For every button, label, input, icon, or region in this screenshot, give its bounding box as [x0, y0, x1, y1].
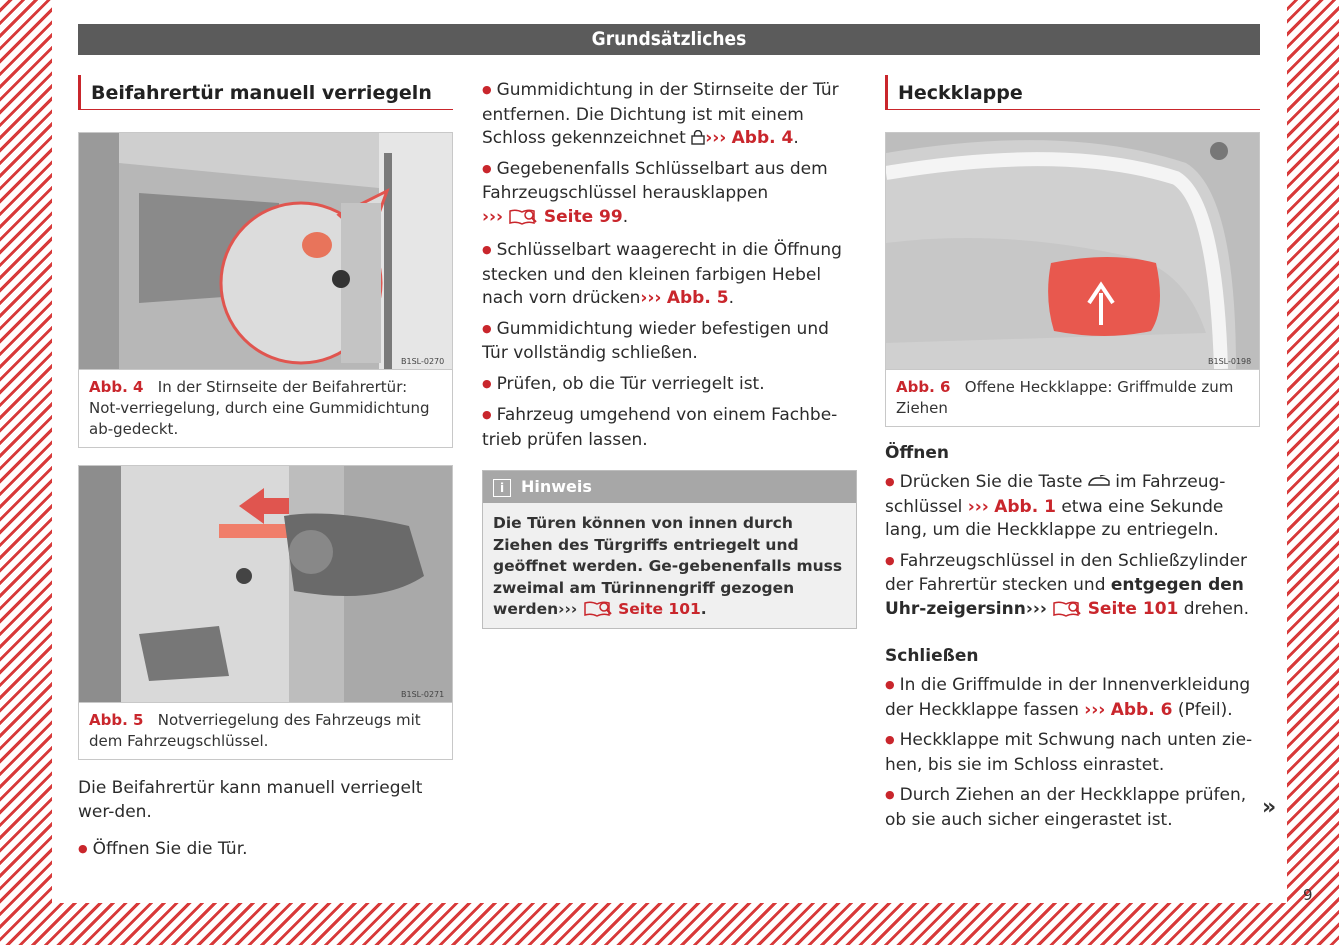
- ref-arrows: ›››: [482, 206, 504, 227]
- figure-4: [78, 132, 453, 448]
- ref-arrows: ›››: [967, 496, 989, 517]
- ref-abb-1-link[interactable]: Abb. 1: [994, 496, 1056, 517]
- bullet-insert-key-text: Schlüsselbart waagerecht in die Öffnung stecken und den kleinen farbigen Hebel nach vorn drücken: [482, 240, 842, 308]
- hinweis-title: Hinweis: [521, 477, 592, 496]
- ref-seite-99-link[interactable]: Seite 99: [543, 206, 623, 227]
- book-search-icon: [508, 207, 538, 233]
- bullet-check-locked: ● Prüfen, ob die Tür verriegelt ist.: [482, 373, 857, 398]
- bullet-grip-text-c: (Pfeil).: [1177, 699, 1233, 720]
- figure-5-image: [79, 466, 452, 702]
- bullet-press-key-text-a: Drücken Sie die Taste: [899, 472, 1083, 492]
- car-trunk-icon: [1088, 472, 1110, 492]
- ref-arrows: ›››: [558, 600, 578, 618]
- hinweis-header: [483, 471, 856, 503]
- ref-seite-101-link[interactable]: Seite 101: [618, 600, 701, 618]
- bullet-turn-key-text-c: drehen.: [1183, 598, 1250, 619]
- figure-6-image: [886, 133, 1259, 369]
- hinweis-body: Die Türen können von innen durch Ziehen des Türgriffs entriegelt und geöffnet werden. Ge-gebenenfalls muss zweimal am Türinnengriff gezogen werden››› Seite 101.: [483, 503, 856, 628]
- continue-mark: »: [1262, 795, 1277, 820]
- ref-arrows: ›››: [705, 128, 727, 148]
- ref-arrows: ›››: [1084, 699, 1106, 720]
- bullet-pull-down: ● Heckklappe mit Schwung nach unten zie-hen, bis sie im Schloss einrastet.: [885, 729, 1260, 777]
- ref-arrows: ›››: [640, 288, 662, 308]
- bullet-turn-key-bold: entgegen den Uhr-zeigersinn: [885, 575, 1244, 619]
- bullet-fold-key: ● Gegebenenfalls Schlüsselbart aus dem Fahrzeugschlüssel herausklappen ››› Seite 99.: [482, 158, 857, 233]
- bullet-reattach-seal: ● Gummidichtung wieder befestigen und Tür vollständig schließen.: [482, 318, 857, 366]
- ref-abb-6-link[interactable]: Abb. 6: [1110, 699, 1173, 720]
- section-title-heckklappe: Heckklappe: [885, 75, 1260, 110]
- bullet-turn-key-text-a: Fahrzeugschlüssel in den Schließzylinder der Fahrertür stecken und: [885, 550, 1248, 595]
- bullet-grip: [885, 674, 1260, 722]
- column-middle: [482, 79, 857, 629]
- bullet-turn-key: [885, 550, 1260, 625]
- figure-4-caption: [79, 369, 452, 447]
- ref-arrows: ›››: [1025, 598, 1047, 619]
- hinweis-box: [482, 470, 857, 629]
- bullet-press-key: [885, 471, 1260, 543]
- figure-6: [885, 132, 1260, 427]
- bullet-check-latched: ● Durch Ziehen an der Heckklappe prüfen, ob sie auch sicher eingerastet ist.: [885, 784, 1260, 832]
- figure-4-label: Abb. 4: [89, 378, 144, 396]
- book-search-icon: [1052, 599, 1082, 625]
- column-left: [78, 70, 453, 870]
- hinweis-text: Die Türen können von innen durch Ziehen des Türgriffs entriegelt und geöffnet werden. Ge-gebenenfalls muss zweimal am Türinnengriff gezogen werden: [493, 514, 843, 618]
- page-header: Grundsätzliches: [78, 24, 1260, 55]
- bullet-remove-seal-text: Gummidichtung in der Stirnseite der Tür entfernen. Die Dichtung ist mit einem Schloss gekennzeichnet: [482, 80, 839, 148]
- book-search-icon: [583, 599, 613, 624]
- bullet-grip-text: In die Griffmulde in der Innenverkleidung der Heckklappe fassen: [885, 675, 1251, 720]
- bullet-press-key-text-b: im Fahrzeug-schlüssel: [885, 472, 1226, 517]
- figure-5-caption: [79, 702, 452, 759]
- figure-6-text: Offene Heckklappe: Griffmulde zum Ziehen: [896, 378, 1234, 417]
- figure-4-code: B1SL-0270: [401, 357, 445, 366]
- figure-6-caption: [886, 369, 1259, 426]
- page-number: 9: [1303, 886, 1313, 904]
- figure-5-label: Abb. 5: [89, 711, 144, 729]
- figure-6-code: B1SL-0198: [1208, 357, 1252, 366]
- figure-5-text: Notverriegelung des Fahrzeugs mit dem Fahrzeugschlüssel.: [89, 711, 421, 750]
- bullet-insert-key: ● Schlüsselbart waagerecht in die Öffnung stecken und den kleinen farbigen Hebel nach vorn drücken››› Abb. 5.: [482, 239, 857, 311]
- step-open-door: ● Öffnen Sie die Tür.: [78, 838, 453, 863]
- bullet-fold-key-text: Gegebenenfalls Schlüsselbart aus dem Fahrzeugschlüssel herausklappen: [482, 158, 828, 203]
- info-icon: i: [493, 479, 511, 497]
- ref-abb-4-link[interactable]: Abb. 4: [731, 128, 794, 148]
- ref-seite-101-link[interactable]: Seite 101: [1087, 598, 1179, 619]
- bullet-workshop: ● Fahrzeug umgehend von einem Fachbe-trieb prüfen lassen.: [482, 404, 857, 452]
- bullet-remove-seal: ● Gummidichtung in der Stirnseite der Tür entfernen. Die Dichtung ist mit einem Schloss gekennzeichnet ››› Abb. 4.: [482, 79, 857, 151]
- subhead-schliessen: Schließen: [885, 646, 979, 666]
- column-right: [885, 70, 1260, 839]
- figure-4-image: [79, 133, 452, 369]
- intro-text: Die Beifahrertür kann manuell verriegelt wer-den.: [78, 778, 423, 822]
- lock-icon: [691, 128, 705, 148]
- bullet-press-key-text-c: etwa eine Sekunde lang, um die Heckklappe zu entriegeln.: [885, 496, 1224, 540]
- figure-5-code: B1SL-0271: [401, 690, 445, 699]
- figure-4-text: In der Stirnseite der Beifahrertür: Not-verriegelung, durch eine Gummidichtung ab-gedeckt.: [89, 378, 430, 438]
- section-title-beifahrertuer: Beifahrertür manuell verriegeln: [78, 75, 453, 110]
- figure-6-label: Abb. 6: [896, 378, 951, 396]
- figure-5: [78, 465, 453, 760]
- subhead-oeffnen: Öffnen: [885, 443, 949, 463]
- ref-abb-5-link[interactable]: Abb. 5: [666, 288, 729, 308]
